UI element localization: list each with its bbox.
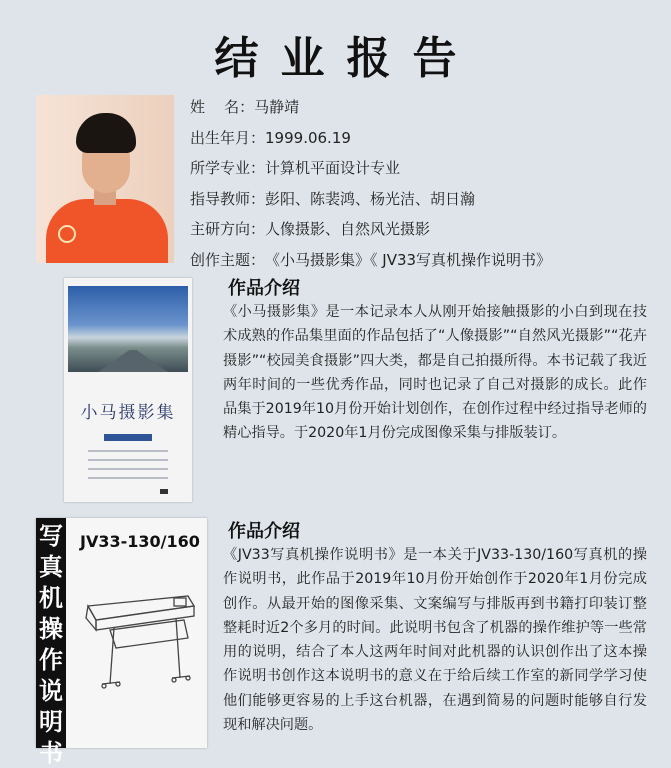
manual-spine-text: 写真机操作说明书 bbox=[39, 521, 63, 767]
cover-text-lines bbox=[88, 450, 168, 486]
page-title: 结业报告 bbox=[214, 33, 479, 84]
section-heading-2: 作品介绍 bbox=[228, 521, 300, 542]
info-value: 马静靖 bbox=[254, 98, 300, 116]
manual-model-number: JV33-130/160 bbox=[80, 532, 200, 551]
work-description-2: 《JV33写真机操作说明书》是一本关于JV33-130/160写真机的操作说明书，此作品于2019年10月份开始创作于2020年1月份完成创作。从最开始的图像采集、文案编写与排版再到书籍打印装订整整耗时近2个多月的时间。此说明书包含了机器的操作维护等一些常用的说明，结合了本人这两年时间对此机器的认识创作出了这本操作说明书创作这本说明书的意义在于给后续工作室的新同学学习使他们能够更容易的上手这台机器，在遇到简易的问题时能够自行发现和解决问题。 bbox=[223, 547, 647, 734]
profile-info bbox=[190, 92, 551, 275]
info-value: 计算机平面设计专业 bbox=[265, 159, 401, 177]
info-value: 彭阳、陈裴鸿、杨光洁、胡日瀚 bbox=[265, 189, 476, 208]
photo-album-cover bbox=[64, 278, 192, 502]
info-row-birth bbox=[190, 123, 551, 154]
info-row-name bbox=[190, 92, 551, 123]
cover-title: 小马摄影集 bbox=[80, 403, 176, 423]
info-value: 1999.06.19 bbox=[265, 128, 351, 147]
info-value: 人像摄影、自然风光摄影 bbox=[265, 220, 431, 238]
manual-cover bbox=[36, 518, 207, 767]
info-label: 主研方向： bbox=[190, 220, 266, 238]
info-label: 出生年月： bbox=[190, 128, 266, 147]
info-row-theme bbox=[190, 245, 551, 276]
section-heading-1: 作品介绍 bbox=[228, 278, 300, 299]
info-label: 创作主题： bbox=[190, 250, 266, 269]
cover-label-bar bbox=[104, 434, 152, 441]
info-label: 指导教师： bbox=[190, 189, 266, 208]
info-value: 《小马摄影集》《 JV33写真机操作说明书》 bbox=[265, 250, 552, 269]
cover-landscape-image bbox=[68, 286, 188, 372]
cover-mark bbox=[160, 489, 168, 494]
info-label: 所学专业： bbox=[190, 159, 266, 177]
info-label: 姓 名： bbox=[190, 98, 255, 116]
info-row-teachers bbox=[190, 184, 551, 215]
info-row-direction bbox=[190, 214, 551, 245]
work-description-1: 《小马摄影集》是一本记录本人从刚开始接触摄影的小白到现在技术成熟的作品集里面的作品包括了“人像摄影”“自然风光摄影”“花卉摄影”“校园美食摄影”四大类，都是自己拍摄所得。本书记载了我近两年时间的一些优秀作品，同时也记录了自己对摄影的成长。此作品集于2019年10月份开始计划创作，在创作过程中经过指导老师的精心指导。于2020年1月份完成图像采集与排版装订。 bbox=[223, 304, 647, 442]
student-photo bbox=[36, 95, 174, 263]
printer-illustration bbox=[80, 578, 200, 698]
info-row-major bbox=[190, 153, 551, 184]
